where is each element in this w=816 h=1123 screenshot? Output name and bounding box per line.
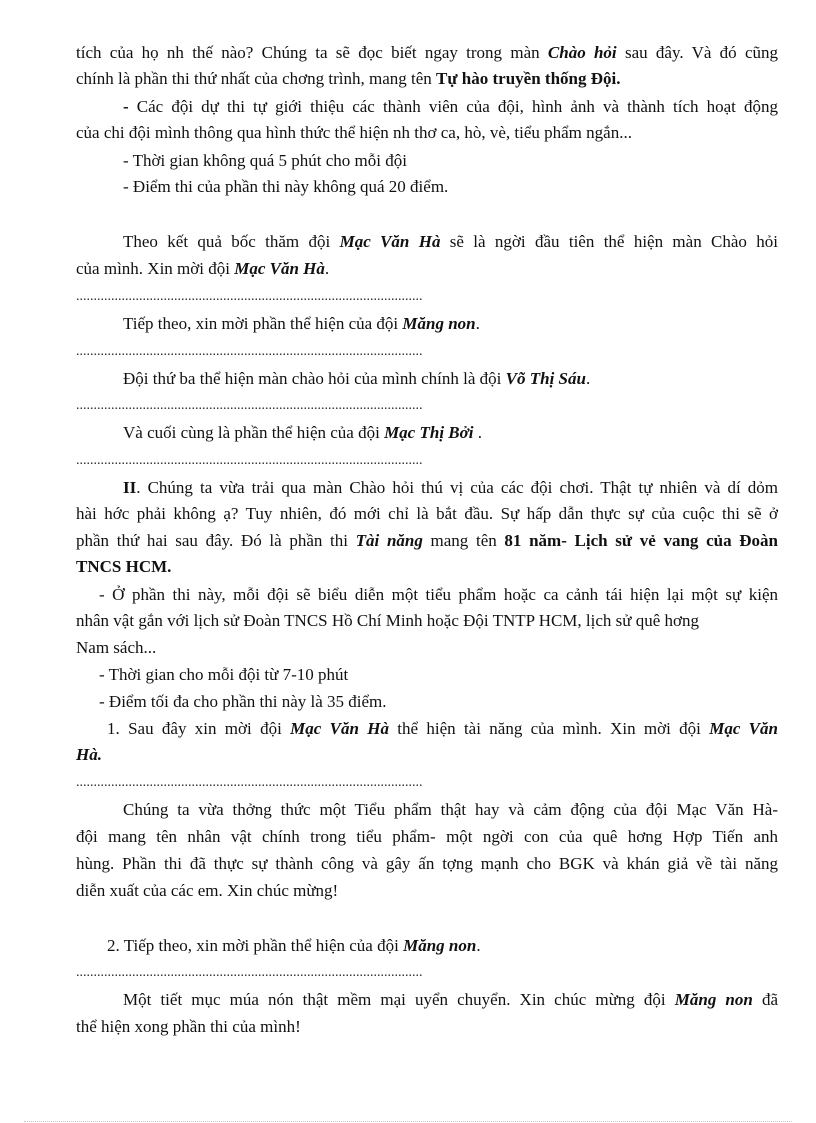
dotted-line: ...................................................................................................	[76, 966, 423, 980]
team-name: Măng non	[674, 990, 753, 1009]
team-name: Mạc Văn	[709, 719, 778, 738]
dotted-line: ...................................................................................................	[76, 399, 423, 413]
list-item: - Thời gian cho mỗi đội từ 7-10 phút	[99, 665, 349, 684]
paragraph-line: Nam sách...	[76, 638, 157, 657]
text: .	[324, 259, 330, 278]
paragraph-line: hùng. Phần thi đã thực sự thành công và gây ấn tợng mạnh cho BGK và khán giả về tài năng	[76, 854, 778, 873]
paragraph-line	[123, 368, 778, 390]
text: mang tên	[422, 531, 505, 550]
list-item: - Điểm tối đa cho phần thi này là 35 điểm.	[99, 692, 387, 711]
dotted-line: ...................................................................................................	[76, 454, 423, 468]
team-name: Mạc Văn Hà	[290, 719, 389, 738]
bullet: -	[123, 97, 137, 116]
paragraph-line	[76, 258, 778, 280]
paragraph-line	[123, 96, 778, 118]
dotted-line: ...................................................................................................	[76, 290, 423, 304]
text: chính là phần thi thứ nhất của chơng trình, mang tên	[76, 69, 437, 88]
text: đã	[752, 990, 778, 1009]
text: .	[475, 314, 480, 333]
list-item: - Điểm thi của phần thi này không quá 20 điểm.	[123, 177, 449, 196]
paragraph-line: hài hớc phải không ạ? Tuy nhiên, đó mới chỉ là bắt đầu. Sự hấp dẫn thực sự của cuộc thi sẽ ở	[76, 504, 778, 523]
text: . Chúng ta vừa trải qua màn Chào hỏi thú vị của các đội chơi. Thật tự nhiên và dí dỏm	[136, 478, 778, 497]
dotted-line: ...................................................................................................	[76, 776, 423, 790]
paragraph-line	[76, 42, 778, 64]
text: Các đội dự thi tự giới thiệu các thành viên của đội, hình ảnh và thành tích hoạt động	[136, 97, 778, 116]
text: sẽ là ngời đầu tiên thể hiện màn Chào hỏi	[440, 232, 778, 251]
team-name: Măng non	[402, 314, 476, 333]
text: 1. Sau đây xin mời đội	[107, 719, 291, 738]
list-item: - Thời gian không quá 5 phút cho mỗi đội	[123, 151, 407, 170]
page-bottom-rule	[24, 1121, 792, 1122]
text: thể hiện tài năng của mình. Xin mời đội	[388, 719, 710, 738]
text: Tiếp theo, xin mời phần thể hiện của đội	[123, 314, 403, 333]
text: .	[473, 423, 482, 442]
paragraph-line: Chúng ta vừa thởng thức một Tiểu phẩm thật hay và cảm động của đội Mạc Văn Hà-	[123, 800, 778, 819]
paragraph-line	[76, 68, 778, 90]
paragraph-line	[107, 935, 778, 957]
text: .	[476, 936, 481, 955]
dotted-line: ...................................................................................................	[76, 345, 423, 359]
text: Và cuối cùng là phần thể hiện của đội	[123, 423, 385, 442]
paragraph-line: diễn xuất của các em. Xin chúc mừng!	[76, 881, 339, 900]
paragraph-line	[123, 477, 778, 499]
text: phần thứ hai sau đây. Đó là phần thi	[76, 531, 356, 550]
team-name: Mạc Văn Hà	[234, 259, 325, 278]
text: Một tiết mục múa nón thật mềm mại uyển chuyển. Xin chúc mừng đội	[123, 990, 675, 1009]
section-title: Tự hào truyền thống Đội.	[436, 69, 621, 88]
paragraph-line	[123, 422, 778, 444]
text: sau đây. Và đó cũng	[616, 43, 778, 62]
text: Đội thứ ba thể hiện màn chào hỏi của mình chính là đội	[123, 369, 506, 388]
section-title: 81 năm- Lịch sử vẻ vang của Đoàn	[504, 531, 778, 550]
paragraph-line: - Ở phần thi này, mỗi đội sẽ biểu diễn một tiểu phẩm hoặc ca cảnh tái hiện lại một sự kiện	[99, 585, 778, 604]
paragraph-line	[107, 718, 778, 740]
text: của mình. Xin mời đội	[76, 259, 235, 278]
paragraph-line: thể hiện xong phần thi của mình!	[76, 1017, 301, 1036]
emphasis-text: Tài năng	[355, 531, 423, 550]
paragraph-line: của chi đội mình thông qua hình thức thể hiện nh thơ ca, hò, vè, tiểu phẩm ngắn...	[76, 123, 632, 142]
emphasis-text: Chào hỏi	[547, 43, 617, 62]
team-name: Mạc Văn Hà	[339, 232, 441, 251]
text: 2. Tiếp theo, xin mời phần thể hiện của đội	[107, 936, 404, 955]
text: tích của họ nh thế nào? Chúng ta sẽ đọc biết ngay trong màn	[76, 43, 548, 62]
paragraph-line	[123, 231, 778, 253]
paragraph-line: đội mang tên nhân vật chính trong tiểu phẩm- một ngời con của quê hơng Hợp Tiến anh	[76, 827, 778, 846]
section-number: II	[123, 478, 137, 497]
text: Theo kết quả bốc thăm đội	[123, 232, 340, 251]
team-name: Võ Thị Sáu	[505, 369, 586, 388]
team-name: Măng non	[403, 936, 477, 955]
text: .	[585, 369, 591, 388]
paragraph-line: nhân vật gắn với lịch sử Đoàn TNCS Hồ Chí Minh hoặc Đội TNTP HCM, lịch sử quê hơng	[76, 611, 700, 630]
paragraph-line	[76, 530, 778, 552]
team-name: Mạc Thị Bởi	[384, 423, 474, 442]
section-title: TNCS HCM.	[76, 557, 172, 576]
team-name: Hà.	[76, 745, 102, 764]
paragraph-line	[123, 989, 778, 1011]
paragraph-line	[123, 313, 778, 335]
